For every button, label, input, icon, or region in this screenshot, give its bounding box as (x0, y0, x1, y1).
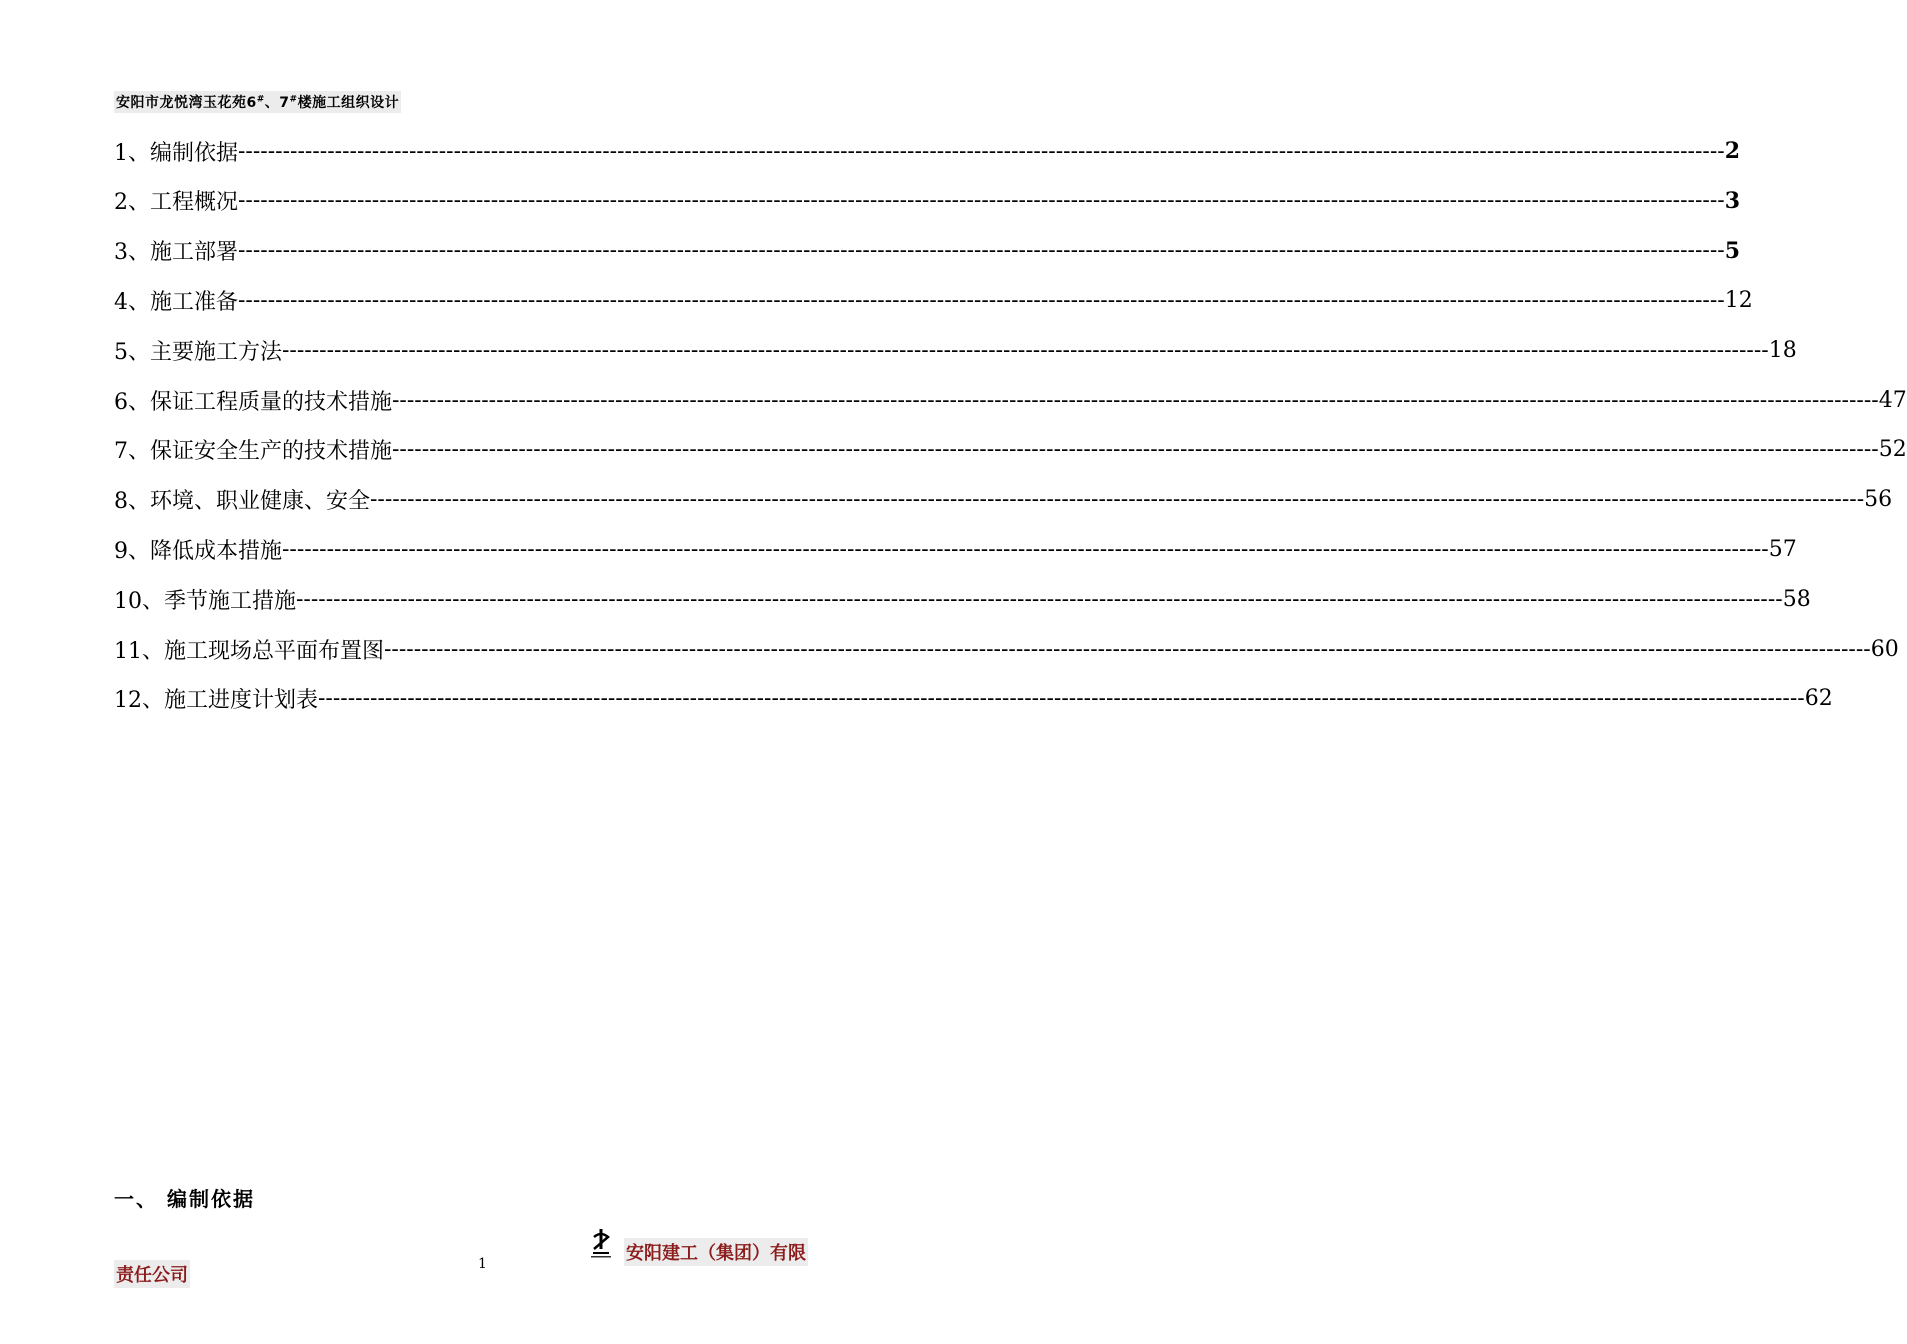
toc-leader: -------------------------------------------------------------------------------------------------------------------------------------------------------------------------------------------------------- (282, 536, 1769, 562)
toc-entry-page: 60 (1870, 636, 1899, 662)
toc-entry[interactable] (114, 333, 1797, 367)
toc-entry-label: 2、工程概况 (114, 190, 238, 216)
header-prefix: 安阳市龙悦湾玉花苑 (116, 95, 247, 111)
toc-entry[interactable] (114, 134, 1741, 168)
header-mark-1: # (256, 94, 265, 105)
toc-leader: -------------------------------------------------------------------------------------------------------------------------------------------------------------------------------------------------------- (296, 586, 1783, 612)
toc-entry[interactable] (114, 234, 1741, 268)
toc-entry[interactable] (114, 383, 1907, 417)
toc-entry-page: 3 (1724, 187, 1741, 214)
toc-entry[interactable] (114, 184, 1741, 218)
toc-entry[interactable] (114, 682, 1833, 716)
header-mark-2: # (289, 94, 298, 105)
toc-leader: -------------------------------------------------------------------------------------------------------------------------------------------------------------------------------------------------------- (238, 188, 1725, 214)
toc-entry-label: 8、环境、职业健康、安全 (114, 489, 370, 515)
company-name-line-2: 责任公司 (114, 1260, 190, 1288)
toc-entry-label: 9、降低成本措施 (114, 538, 282, 564)
toc-leader: -------------------------------------------------------------------------------------------------------------------------------------------------------------------------------------------------------- (282, 337, 1769, 363)
document-header (114, 91, 401, 113)
toc-entry-page: 47 (1878, 387, 1907, 413)
toc-entry-label: 10、季节施工措施 (114, 588, 296, 614)
company-logo-icon (588, 1227, 614, 1259)
toc-entry-page: 57 (1768, 536, 1797, 562)
page-number: 1 (478, 1256, 487, 1272)
header-num-6: 6 (246, 95, 257, 111)
toc-entry[interactable] (114, 433, 1907, 467)
toc-leader: -------------------------------------------------------------------------------------------------------------------------------------------------------------------------------------------------------- (238, 138, 1725, 164)
toc-entry-page: 2 (1724, 138, 1741, 164)
toc-entry-label: 12、施工进度计划表 (114, 688, 318, 714)
toc-entry-label: 11、施工现场总平面布置图 (114, 638, 384, 664)
toc-entry[interactable] (114, 582, 1811, 616)
toc-entry-label: 4、施工准备 (114, 289, 238, 315)
toc-leader: -------------------------------------------------------------------------------------------------------------------------------------------------------------------------------------------------------- (370, 487, 1857, 513)
toc-leader: -------------------------------------------------------------------------------------------------------------------------------------------------------------------------------------------------------- (384, 636, 1871, 662)
toc-entry-page: 18 (1768, 337, 1797, 363)
company-name-line-1: 安阳建工（集团）有限 (624, 1238, 808, 1266)
toc-entry[interactable] (114, 283, 1753, 317)
toc-entry[interactable] (114, 483, 1893, 517)
toc-leader: -------------------------------------------------------------------------------------------------------------------------------------------------------------------------------------------------------- (238, 238, 1725, 264)
section-title: 一、 编制依据 (114, 1187, 255, 1211)
header-num-7: 7 (279, 95, 290, 111)
toc-leader: -------------------------------------------------------------------------------------------------------------------------------------------------------------------------------------------------------- (238, 287, 1725, 313)
toc-leader: -------------------------------------------------------------------------------------------------------------------------------------------------------------------------------------------------------- (392, 437, 1879, 463)
toc-entry-label: 5、主要施工方法 (114, 339, 282, 365)
toc-entry-page: 62 (1804, 686, 1833, 712)
toc-entry-page: 5 (1724, 237, 1741, 264)
toc-entry-label: 6、保证工程质量的技术措施 (114, 389, 392, 415)
toc-entry-label: 1、编制依据 (114, 140, 238, 166)
toc-entry-label: 7、保证安全生产的技术措施 (114, 439, 392, 465)
header-suffix: 楼施工组织设计 (297, 95, 400, 111)
toc-entry-label: 3、施工部署 (114, 240, 238, 266)
toc-entry[interactable] (114, 532, 1797, 566)
toc-entry-page: 52 (1878, 437, 1907, 463)
toc-entry-page: -56 (1856, 487, 1893, 513)
toc-leader: -------------------------------------------------------------------------------------------------------------------------------------------------------------------------------------------------------- (318, 686, 1805, 712)
header-sep: 、 (264, 95, 280, 111)
toc-entry-page: 12 (1724, 287, 1753, 313)
toc-entry-page: 58 (1782, 586, 1811, 612)
toc-leader: -------------------------------------------------------------------------------------------------------------------------------------------------------------------------------------------------------- (392, 387, 1879, 413)
toc-entry[interactable] (114, 632, 1899, 666)
